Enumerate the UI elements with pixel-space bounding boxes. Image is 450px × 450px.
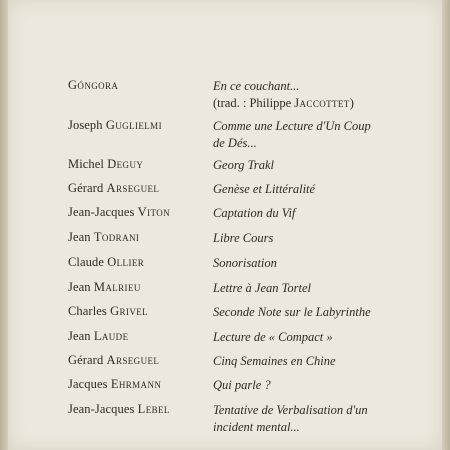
title-line: En ce couchant...	[213, 79, 300, 93]
author-name	[68, 280, 141, 295]
author-first-name: Jean	[68, 329, 94, 343]
title-line: Sonorisation	[213, 256, 277, 270]
author-name	[68, 118, 162, 133]
author-name	[68, 157, 143, 172]
work-title	[213, 157, 438, 174]
author-last-name: Ollier	[107, 255, 145, 269]
title-line: Cinq Semaines en Chine	[213, 354, 336, 368]
author-first-name: Gérard	[68, 181, 107, 195]
work-title	[213, 329, 438, 346]
author-last-name: Arseguel	[106, 353, 160, 367]
author-last-name: Góngora	[68, 78, 119, 92]
author-first-name: Michel	[68, 157, 108, 171]
title-line: de Dés...	[213, 136, 257, 150]
translator-suffix: )	[349, 96, 354, 110]
title-line: Lecture de « Compact »	[213, 330, 333, 344]
author-name	[68, 304, 148, 319]
title-line: Tentative de Verbalisation d'un	[213, 403, 368, 417]
author-last-name: Arseguel	[106, 181, 160, 195]
author-last-name: Malrieu	[93, 280, 141, 294]
author-first-name: Jean-Jacques	[68, 205, 138, 219]
work-title	[213, 230, 438, 247]
work-title	[213, 377, 438, 394]
author-last-name: Ehrmann	[110, 377, 162, 391]
author-first-name: Claude	[68, 255, 108, 269]
title-line: Seconde Note sur le Labyrinthe	[213, 305, 371, 319]
author-first-name: Gérard	[68, 353, 107, 367]
author-name	[68, 353, 159, 368]
title-line: Comme une Lecture d'Un Coup	[213, 119, 371, 133]
author-first-name: Jean	[68, 280, 94, 294]
work-title	[213, 353, 438, 370]
author-first-name: Jean-Jacques	[68, 402, 138, 416]
title-line: Captation du Vif	[213, 206, 296, 220]
author-last-name: Grivel	[110, 304, 149, 318]
work-title	[213, 205, 438, 222]
author-first-name: Charles	[68, 304, 111, 318]
author-last-name: Lebel	[137, 402, 170, 416]
author-first-name: Jacques	[68, 377, 111, 391]
title-line: Genèse et Littéralité	[213, 182, 316, 196]
author-name	[68, 78, 118, 93]
author-first-name: Joseph	[68, 118, 106, 132]
author-name	[68, 205, 170, 220]
title-line: incident mental...	[213, 420, 300, 434]
author-name	[68, 181, 159, 196]
work-title	[213, 181, 438, 198]
author-last-name: Todrani	[93, 230, 140, 244]
translator-name: Jaccottet	[294, 96, 350, 110]
author-name	[68, 402, 170, 417]
translator-prefix: (trad. : Philippe	[213, 96, 295, 110]
author-last-name: Guglielmi	[105, 118, 162, 132]
work-title	[213, 280, 438, 297]
translator-note	[213, 95, 438, 112]
author-last-name: Viton	[137, 205, 171, 219]
author-name	[68, 377, 161, 392]
author-name	[68, 255, 144, 270]
title-line: Libre Cours	[213, 231, 274, 245]
title-line: Georg Trakl	[213, 158, 274, 172]
title-line: Lettre à Jean Tortel	[213, 281, 312, 295]
author-first-name: Jean	[68, 230, 94, 244]
title-line: Qui parle ?	[213, 378, 271, 392]
author-last-name: Deguy	[107, 157, 144, 171]
author-last-name: Laude	[93, 329, 129, 343]
work-title	[213, 255, 438, 272]
work-title	[213, 304, 438, 321]
author-name	[68, 230, 139, 245]
work-title	[213, 402, 438, 436]
author-name	[68, 329, 128, 344]
work-title	[213, 78, 438, 112]
work-title	[213, 118, 438, 152]
